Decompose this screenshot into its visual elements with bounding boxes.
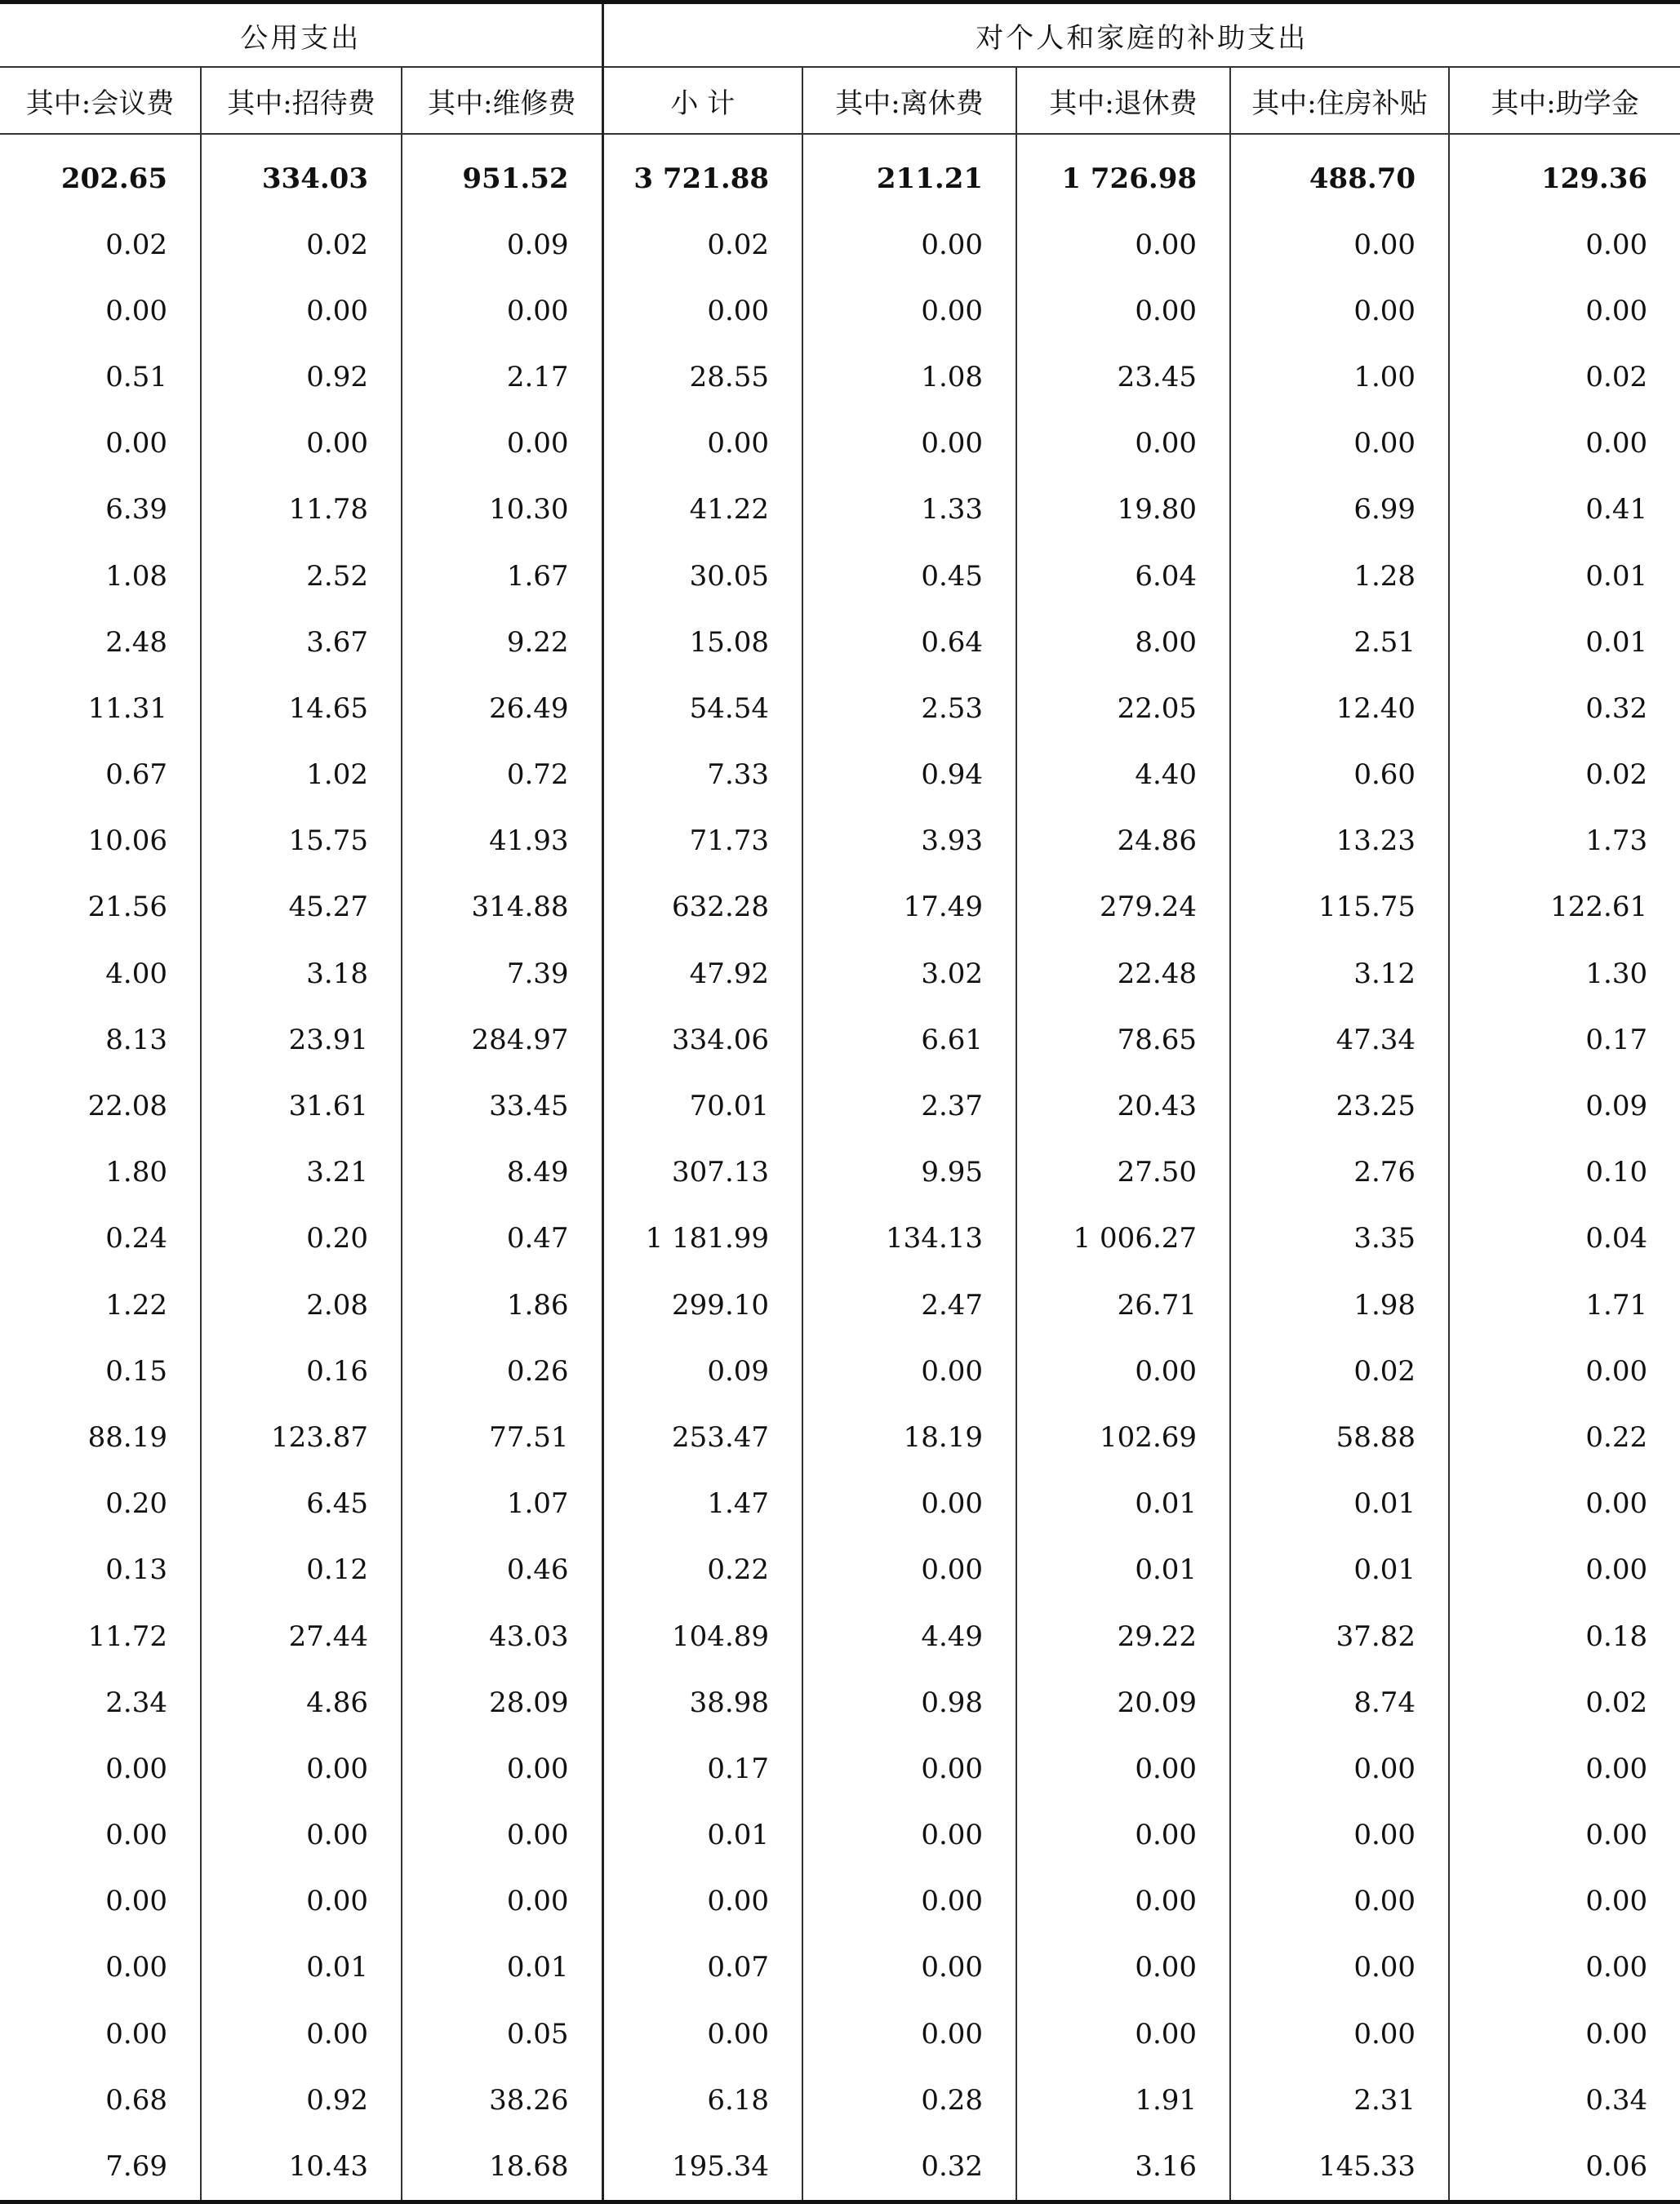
- cell-student-grant: 0.01: [1449, 609, 1680, 675]
- cell-hospitality-fee: 31.61: [201, 1073, 402, 1139]
- table-row: [0, 1869, 1680, 1935]
- cell-hospitality-fee: 0.00: [201, 1735, 402, 1802]
- cell-retirement-fee-lixiu: 134.13: [802, 1206, 1016, 1272]
- cell-retirement-fee-lixiu: 6.61: [802, 1006, 1016, 1073]
- cell-housing-subsidy: 12.40: [1230, 675, 1449, 741]
- cell-maintenance-fee: 0.26: [402, 1338, 602, 1404]
- cell-retirement-fee-tuixiu: 0.00: [1016, 1338, 1230, 1404]
- cell-housing-subsidy: 0.60: [1230, 742, 1449, 808]
- cell-maintenance-fee: 0.46: [402, 1537, 602, 1603]
- cell-hospitality-fee: 334.03: [201, 134, 402, 211]
- cell-meeting-fee: 10.06: [87, 824, 167, 858]
- cell-student-grant: 0.02: [1449, 344, 1680, 410]
- cell-retirement-fee-lixiu: 4.49: [802, 1603, 1016, 1669]
- cell-student-grant: 0.00: [1449, 1537, 1680, 1603]
- cell-retirement-fee-lixiu: 0.00: [802, 1537, 1016, 1603]
- cell-student-grant: 129.36: [1449, 134, 1680, 211]
- cell-retirement-fee-lixiu: 0.00: [802, 1735, 1016, 1802]
- cell-retirement-fee-lixiu: 0.00: [802, 1802, 1016, 1869]
- cell-subtotal: 0.01: [602, 1802, 802, 1869]
- cell-retirement-fee-tuixiu: 0.01: [1016, 1471, 1230, 1537]
- table-row: [0, 1272, 1680, 1338]
- cell-maintenance-fee: 0.00: [402, 278, 602, 344]
- table-row: [0, 1537, 1680, 1603]
- cell-retirement-fee-lixiu: 211.21: [802, 134, 1016, 211]
- column-header-retirement-fee-tuixiu: 其中:退休费: [1016, 67, 1230, 134]
- table-row: [0, 808, 1680, 874]
- group-header-row: [0, 2, 1680, 68]
- cell-student-grant: 0.02: [1449, 1669, 1680, 1735]
- cell-retirement-fee-tuixiu: 1 726.98: [1016, 134, 1230, 211]
- cell-housing-subsidy: 115.75: [1230, 874, 1449, 940]
- cell-meeting-fee: 21.56: [87, 891, 167, 924]
- cell-hospitality-fee: 23.91: [201, 1006, 402, 1073]
- cell-retirement-fee-tuixiu: 20.43: [1016, 1073, 1230, 1139]
- cell-housing-subsidy: 0.00: [1230, 278, 1449, 344]
- cell-subtotal: 0.17: [602, 1735, 802, 1802]
- cell-retirement-fee-tuixiu: 1 006.27: [1016, 1206, 1230, 1272]
- cell-retirement-fee-lixiu: 0.00: [802, 1338, 1016, 1404]
- cell-hospitality-fee: 3.67: [201, 609, 402, 675]
- cell-maintenance-fee: 0.00: [402, 1802, 602, 1869]
- table-row: [0, 609, 1680, 675]
- cell-maintenance-fee: 9.22: [402, 609, 602, 675]
- cell-maintenance-fee: 0.72: [402, 742, 602, 808]
- cell-subtotal: 41.22: [602, 477, 802, 543]
- cell-housing-subsidy: 6.99: [1230, 477, 1449, 543]
- cell-housing-subsidy: 0.00: [1230, 211, 1449, 278]
- cell-hospitality-fee: 123.87: [201, 1404, 402, 1470]
- cell-meeting-fee: 22.08: [87, 1090, 167, 1123]
- cell-student-grant: 0.00: [1449, 1735, 1680, 1802]
- cell-subtotal: 71.73: [602, 808, 802, 874]
- cell-hospitality-fee: 3.21: [201, 1140, 402, 1206]
- cell-retirement-fee-lixiu: 3.02: [802, 940, 1016, 1006]
- cell-subtotal: 195.34: [602, 2133, 802, 2202]
- cell-maintenance-fee: 2.17: [402, 344, 602, 410]
- cell-hospitality-fee: 10.43: [201, 2133, 402, 2202]
- cell-retirement-fee-tuixiu: 0.00: [1016, 278, 1230, 344]
- cell-housing-subsidy: 0.00: [1230, 1869, 1449, 1935]
- cell-hospitality-fee: 0.00: [201, 1802, 402, 1869]
- cell-subtotal: 1.47: [602, 1471, 802, 1537]
- cell-retirement-fee-tuixiu: 20.09: [1016, 1669, 1230, 1735]
- cell-subtotal: 30.05: [602, 543, 802, 609]
- cell-meeting-fee: 0.20: [105, 1487, 167, 1521]
- cell-subtotal: 632.28: [602, 874, 802, 940]
- cell-meeting-fee: 0.00: [105, 2017, 167, 2051]
- cell-meeting-fee: 0.67: [105, 758, 167, 792]
- cell-hospitality-fee: 0.92: [201, 2067, 402, 2133]
- cell-housing-subsidy: 1.00: [1230, 344, 1449, 410]
- cell-subtotal: 28.55: [602, 344, 802, 410]
- table-row: [0, 2001, 1680, 2067]
- cell-meeting-fee: 11.72: [87, 1620, 167, 1653]
- cell-housing-subsidy: 0.00: [1230, 1735, 1449, 1802]
- cell-hospitality-fee: 0.00: [201, 1869, 402, 1935]
- cell-retirement-fee-tuixiu: 0.00: [1016, 211, 1230, 278]
- table-row: [0, 344, 1680, 410]
- cell-retirement-fee-lixiu: 0.98: [802, 1669, 1016, 1735]
- cell-housing-subsidy: 1.28: [1230, 543, 1449, 609]
- table-row: [0, 1471, 1680, 1537]
- cell-retirement-fee-lixiu: 0.00: [802, 1869, 1016, 1935]
- cell-retirement-fee-tuixiu: 102.69: [1016, 1404, 1230, 1470]
- cell-subtotal: 6.18: [602, 2067, 802, 2133]
- cell-student-grant: 0.00: [1449, 1802, 1680, 1869]
- table-row: [0, 411, 1680, 477]
- table-row: [0, 1669, 1680, 1735]
- table-row: [0, 1603, 1680, 1669]
- cell-subtotal: 0.00: [602, 278, 802, 344]
- cell-student-grant: 0.04: [1449, 1206, 1680, 1272]
- cell-meeting-fee: 88.19: [87, 1420, 167, 1454]
- cell-hospitality-fee: 2.52: [201, 543, 402, 609]
- cell-hospitality-fee: 0.00: [201, 2001, 402, 2067]
- cell-retirement-fee-lixiu: 0.28: [802, 2067, 1016, 2133]
- cell-retirement-fee-tuixiu: 0.00: [1016, 411, 1230, 477]
- cell-student-grant: 0.18: [1449, 1603, 1680, 1669]
- cell-housing-subsidy: 37.82: [1230, 1603, 1449, 1669]
- cell-student-grant: 0.00: [1449, 1338, 1680, 1404]
- table-row: [0, 2133, 1680, 2202]
- cell-hospitality-fee: 11.78: [201, 477, 402, 543]
- cell-retirement-fee-tuixiu: 0.01: [1016, 1537, 1230, 1603]
- cell-student-grant: 1.30: [1449, 940, 1680, 1006]
- cell-meeting-fee: 0.51: [105, 360, 167, 393]
- cell-meeting-fee: 0.15: [105, 1354, 167, 1388]
- cell-housing-subsidy: 0.00: [1230, 411, 1449, 477]
- cell-hospitality-fee: 0.92: [201, 344, 402, 410]
- cell-maintenance-fee: 1.67: [402, 543, 602, 609]
- cell-maintenance-fee: 0.00: [402, 1869, 602, 1935]
- cell-meeting-fee: 0.68: [105, 2083, 167, 2117]
- cell-housing-subsidy: 0.00: [1230, 1802, 1449, 1869]
- cell-maintenance-fee: 0.47: [402, 1206, 602, 1272]
- cell-student-grant: 0.00: [1449, 211, 1680, 278]
- cell-subtotal: 0.22: [602, 1537, 802, 1603]
- cell-maintenance-fee: 1.07: [402, 1471, 602, 1537]
- cell-hospitality-fee: 0.16: [201, 1338, 402, 1404]
- cell-maintenance-fee: 26.49: [402, 675, 602, 741]
- cell-meeting-fee: 2.34: [105, 1686, 167, 1719]
- table-row: [0, 1006, 1680, 1073]
- cell-retirement-fee-lixiu: 1.08: [802, 344, 1016, 410]
- column-header-hospitality-fee: 其中:招待费: [201, 67, 402, 134]
- cell-housing-subsidy: 0.02: [1230, 1338, 1449, 1404]
- cell-retirement-fee-lixiu: 3.93: [802, 808, 1016, 874]
- cell-retirement-fee-lixiu: 2.37: [802, 1073, 1016, 1139]
- group-header-personal-subsidy: 对个人和家庭的补助支出: [602, 2, 1680, 68]
- cell-retirement-fee-tuixiu: 3.16: [1016, 2133, 1230, 2202]
- cell-meeting-fee: 1.08: [105, 559, 167, 593]
- cell-retirement-fee-tuixiu: 0.00: [1016, 1802, 1230, 1869]
- cell-meeting-fee: 0.00: [105, 294, 167, 327]
- cell-hospitality-fee: 4.86: [201, 1669, 402, 1735]
- table-row: [0, 1735, 1680, 1802]
- cell-maintenance-fee: 43.03: [402, 1603, 602, 1669]
- cell-housing-subsidy: 2.76: [1230, 1140, 1449, 1206]
- cell-subtotal: 3 721.88: [602, 134, 802, 211]
- column-header-student-grant: 其中:助学金: [1449, 67, 1680, 134]
- cell-student-grant: 1.71: [1449, 1272, 1680, 1338]
- cell-retirement-fee-tuixiu: 22.48: [1016, 940, 1230, 1006]
- cell-hospitality-fee: 45.27: [201, 874, 402, 940]
- cell-housing-subsidy: 3.35: [1230, 1206, 1449, 1272]
- cell-meeting-fee: 0.00: [105, 1885, 167, 1918]
- cell-hospitality-fee: 0.20: [201, 1206, 402, 1272]
- cell-retirement-fee-lixiu: 0.94: [802, 742, 1016, 808]
- cell-student-grant: 0.00: [1449, 1869, 1680, 1935]
- cell-retirement-fee-tuixiu: 8.00: [1016, 609, 1230, 675]
- cell-retirement-fee-tuixiu: 27.50: [1016, 1140, 1230, 1206]
- table-body: [0, 134, 1680, 2202]
- cell-meeting-fee: 202.65: [60, 162, 167, 195]
- group-header-public-expenditure: 公用支出: [0, 2, 602, 68]
- cell-retirement-fee-tuixiu: 1.91: [1016, 2067, 1230, 2133]
- table-row: [0, 278, 1680, 344]
- cell-meeting-fee: 0.00: [105, 1752, 167, 1785]
- cell-retirement-fee-lixiu: 2.47: [802, 1272, 1016, 1338]
- cell-student-grant: 0.01: [1449, 543, 1680, 609]
- table-row: [0, 1206, 1680, 1272]
- cell-retirement-fee-lixiu: 0.00: [802, 1471, 1016, 1537]
- cell-maintenance-fee: 8.49: [402, 1140, 602, 1206]
- cell-housing-subsidy: 2.51: [1230, 609, 1449, 675]
- cell-maintenance-fee: 0.00: [402, 411, 602, 477]
- cell-retirement-fee-lixiu: 0.00: [802, 411, 1016, 477]
- cell-subtotal: 0.09: [602, 1338, 802, 1404]
- cell-subtotal: 7.33: [602, 742, 802, 808]
- cell-retirement-fee-lixiu: 17.49: [802, 874, 1016, 940]
- cell-retirement-fee-tuixiu: 0.00: [1016, 2001, 1230, 2067]
- cell-retirement-fee-lixiu: 1.33: [802, 477, 1016, 543]
- cell-subtotal: 299.10: [602, 1272, 802, 1338]
- cell-housing-subsidy: 0.00: [1230, 1935, 1449, 2001]
- cell-retirement-fee-tuixiu: 24.86: [1016, 808, 1230, 874]
- cell-subtotal: 253.47: [602, 1404, 802, 1470]
- cell-hospitality-fee: 3.18: [201, 940, 402, 1006]
- cell-retirement-fee-tuixiu: 0.00: [1016, 1935, 1230, 2001]
- cell-meeting-fee: 0.00: [105, 1951, 167, 1984]
- cell-student-grant: 0.17: [1449, 1006, 1680, 1073]
- table-row: [0, 2067, 1680, 2133]
- cell-hospitality-fee: 0.00: [201, 278, 402, 344]
- cell-retirement-fee-lixiu: 0.64: [802, 609, 1016, 675]
- cell-subtotal: 104.89: [602, 1603, 802, 1669]
- cell-retirement-fee-lixiu: 0.32: [802, 2133, 1016, 2202]
- cell-meeting-fee: 6.39: [105, 493, 167, 527]
- column-header-retirement-fee-lixiu: 其中:离休费: [802, 67, 1016, 134]
- cell-retirement-fee-tuixiu: 19.80: [1016, 477, 1230, 543]
- cell-subtotal: 38.98: [602, 1669, 802, 1735]
- cell-maintenance-fee: 18.68: [402, 2133, 602, 2202]
- cell-retirement-fee-tuixiu: 6.04: [1016, 543, 1230, 609]
- cell-meeting-fee: 7.69: [0, 2133, 201, 2202]
- cell-hospitality-fee: 15.75: [201, 808, 402, 874]
- cell-meeting-fee: 0.24: [105, 1222, 167, 1255]
- cell-meeting-fee: 8.13: [105, 1023, 167, 1056]
- cell-meeting-fee: 0.00: [105, 427, 167, 460]
- cell-maintenance-fee: 33.45: [402, 1073, 602, 1139]
- cell-housing-subsidy: 0.01: [1230, 1471, 1449, 1537]
- cell-student-grant: 0.41: [1449, 477, 1680, 543]
- table-row: [0, 1802, 1680, 1869]
- cell-hospitality-fee: 6.45: [201, 1471, 402, 1537]
- cell-hospitality-fee: 14.65: [201, 675, 402, 741]
- cell-subtotal: 15.08: [602, 609, 802, 675]
- table-row: [0, 1404, 1680, 1470]
- cell-student-grant: 0.06: [1449, 2133, 1680, 2202]
- cell-maintenance-fee: 0.01: [402, 1935, 602, 2001]
- cell-housing-subsidy: 23.25: [1230, 1073, 1449, 1139]
- table-row: [0, 874, 1680, 940]
- cell-hospitality-fee: 0.02: [201, 211, 402, 278]
- cell-student-grant: 122.61: [1449, 874, 1680, 940]
- cell-maintenance-fee: 38.26: [402, 2067, 602, 2133]
- cell-maintenance-fee: 284.97: [402, 1006, 602, 1073]
- cell-subtotal: 0.00: [602, 2001, 802, 2067]
- cell-retirement-fee-tuixiu: 0.00: [1016, 1869, 1230, 1935]
- cell-meeting-fee: 2.48: [105, 625, 167, 659]
- cell-subtotal: 1 181.99: [602, 1206, 802, 1272]
- cell-student-grant: 0.34: [1449, 2067, 1680, 2133]
- table-row: [0, 1073, 1680, 1139]
- cell-meeting-fee: 0.02: [105, 228, 167, 261]
- column-header-maintenance-fee: 其中:维修费: [402, 67, 602, 134]
- cell-student-grant: 0.00: [1449, 278, 1680, 344]
- total-row: [0, 134, 1680, 211]
- cell-retirement-fee-tuixiu: 0.00: [1016, 1735, 1230, 1802]
- cell-retirement-fee-lixiu: 0.00: [802, 2001, 1016, 2067]
- cell-housing-subsidy: 13.23: [1230, 808, 1449, 874]
- cell-maintenance-fee: 0.05: [402, 2001, 602, 2067]
- cell-maintenance-fee: 7.39: [402, 940, 602, 1006]
- cell-hospitality-fee: 27.44: [201, 1603, 402, 1669]
- cell-subtotal: 0.00: [602, 1869, 802, 1935]
- cell-housing-subsidy: 8.74: [1230, 1669, 1449, 1735]
- cell-meeting-fee: 11.31: [87, 691, 167, 725]
- cell-student-grant: 0.10: [1449, 1140, 1680, 1206]
- cell-housing-subsidy: 0.01: [1230, 1537, 1449, 1603]
- cell-retirement-fee-tuixiu: 23.45: [1016, 344, 1230, 410]
- cell-student-grant: 0.32: [1449, 675, 1680, 741]
- cell-housing-subsidy: 3.12: [1230, 940, 1449, 1006]
- cell-maintenance-fee: 41.93: [402, 808, 602, 874]
- table-row: [0, 742, 1680, 808]
- cell-student-grant: 0.00: [1449, 411, 1680, 477]
- cell-maintenance-fee: 0.09: [402, 211, 602, 278]
- table-row: [0, 1935, 1680, 2001]
- cell-subtotal: 54.54: [602, 675, 802, 741]
- cell-student-grant: 0.00: [1449, 2001, 1680, 2067]
- cell-housing-subsidy: 488.70: [1230, 134, 1449, 211]
- cell-hospitality-fee: 0.01: [201, 1935, 402, 2001]
- cell-student-grant: 0.22: [1449, 1404, 1680, 1470]
- cell-maintenance-fee: 0.00: [402, 1735, 602, 1802]
- cell-maintenance-fee: 77.51: [402, 1404, 602, 1470]
- table-row: [0, 477, 1680, 543]
- cell-subtotal: 47.92: [602, 940, 802, 1006]
- cell-retirement-fee-tuixiu: 26.71: [1016, 1272, 1230, 1338]
- cell-retirement-fee-lixiu: 0.00: [802, 211, 1016, 278]
- cell-maintenance-fee: 1.86: [402, 1272, 602, 1338]
- table-row: [0, 940, 1680, 1006]
- cell-retirement-fee-tuixiu: 4.40: [1016, 742, 1230, 808]
- cell-housing-subsidy: 2.31: [1230, 2067, 1449, 2133]
- table-row: [0, 211, 1680, 278]
- cell-retirement-fee-lixiu: 2.53: [802, 675, 1016, 741]
- cell-retirement-fee-tuixiu: 78.65: [1016, 1006, 1230, 1073]
- cell-retirement-fee-lixiu: 18.19: [802, 1404, 1016, 1470]
- cell-housing-subsidy: 0.00: [1230, 2001, 1449, 2067]
- cell-subtotal: 70.01: [602, 1073, 802, 1139]
- cell-maintenance-fee: 10.30: [402, 477, 602, 543]
- cell-hospitality-fee: 0.12: [201, 1537, 402, 1603]
- cell-housing-subsidy: 145.33: [1230, 2133, 1449, 2202]
- cell-hospitality-fee: 1.02: [201, 742, 402, 808]
- cell-meeting-fee: 1.80: [105, 1156, 167, 1189]
- cell-meeting-fee: 0.00: [105, 1819, 167, 1852]
- cell-maintenance-fee: 314.88: [402, 874, 602, 940]
- cell-housing-subsidy: 47.34: [1230, 1006, 1449, 1073]
- cell-meeting-fee: 1.22: [105, 1288, 167, 1322]
- cell-retirement-fee-tuixiu: 22.05: [1016, 675, 1230, 741]
- cell-student-grant: 0.02: [1449, 742, 1680, 808]
- column-header-subtotal: 小 计: [602, 67, 802, 134]
- cell-maintenance-fee: 28.09: [402, 1669, 602, 1735]
- cell-retirement-fee-lixiu: 9.95: [802, 1140, 1016, 1206]
- column-header-row: [0, 67, 1680, 134]
- cell-student-grant: 1.73: [1449, 808, 1680, 874]
- table-row: [0, 675, 1680, 741]
- cell-retirement-fee-lixiu: 0.00: [802, 1935, 1016, 2001]
- cell-retirement-fee-lixiu: 0.45: [802, 543, 1016, 609]
- column-header-meeting-fee: 其中:会议费: [0, 67, 201, 134]
- cell-student-grant: 0.00: [1449, 1471, 1680, 1537]
- cell-student-grant: 0.00: [1449, 1935, 1680, 2001]
- cell-maintenance-fee: 951.52: [402, 134, 602, 211]
- cell-subtotal: 334.06: [602, 1006, 802, 1073]
- cell-subtotal: 0.02: [602, 211, 802, 278]
- cell-hospitality-fee: 2.08: [201, 1272, 402, 1338]
- cell-retirement-fee-tuixiu: 29.22: [1016, 1603, 1230, 1669]
- cell-meeting-fee: 4.00: [105, 957, 167, 990]
- cell-retirement-fee-lixiu: 0.00: [802, 278, 1016, 344]
- table-row: [0, 1338, 1680, 1404]
- cell-housing-subsidy: 1.98: [1230, 1272, 1449, 1338]
- table-row: [0, 543, 1680, 609]
- cell-housing-subsidy: 58.88: [1230, 1404, 1449, 1470]
- cell-meeting-fee: 0.13: [105, 1553, 167, 1587]
- column-header-housing-subsidy: 其中:住房补贴: [1230, 67, 1449, 134]
- table-row: [0, 1140, 1680, 1206]
- cell-student-grant: 0.09: [1449, 1073, 1680, 1139]
- cell-subtotal: 0.00: [602, 411, 802, 477]
- cell-subtotal: 0.07: [602, 1935, 802, 2001]
- cell-retirement-fee-tuixiu: 279.24: [1016, 874, 1230, 940]
- cell-hospitality-fee: 0.00: [201, 411, 402, 477]
- cell-subtotal: 307.13: [602, 1140, 802, 1206]
